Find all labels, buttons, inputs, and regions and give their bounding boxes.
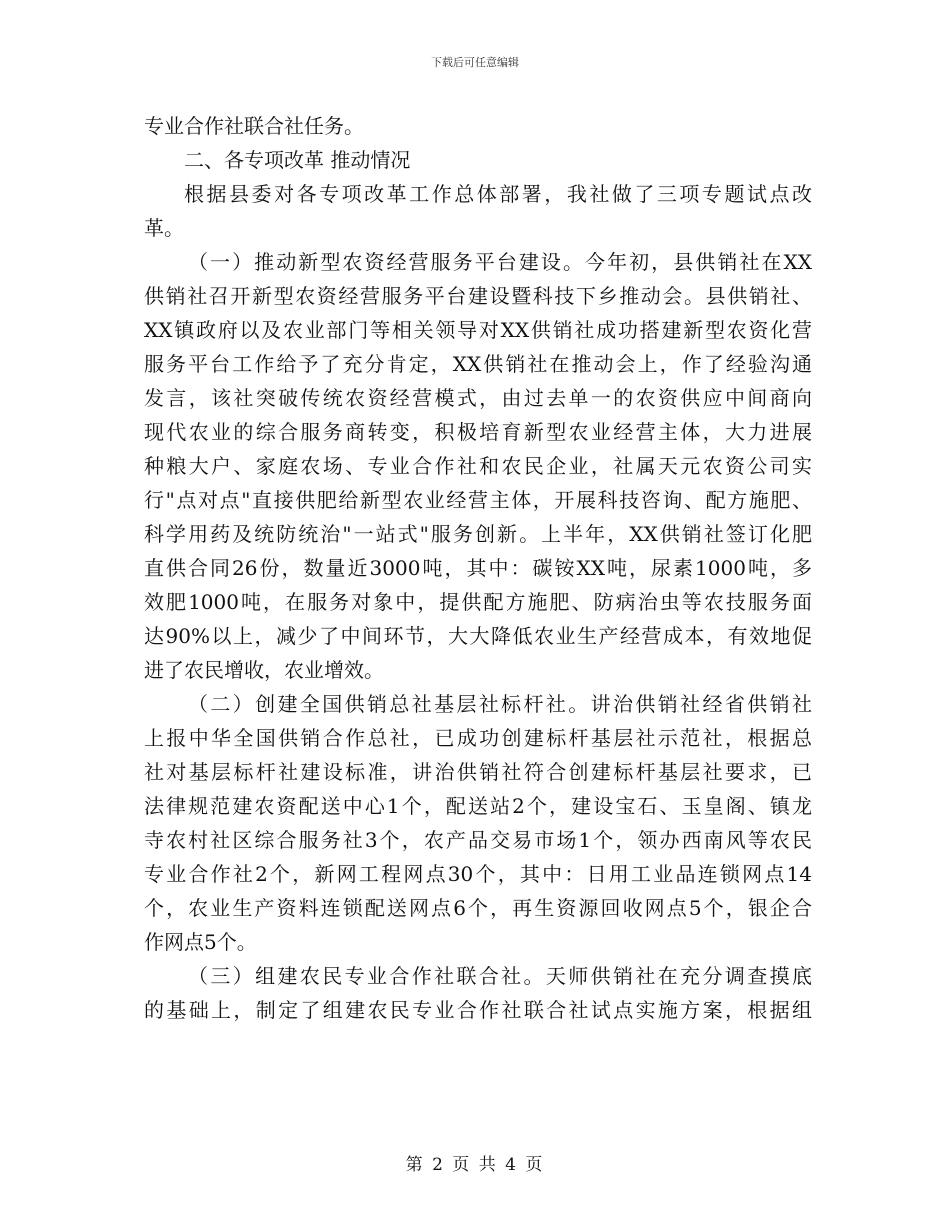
document-body: [144, 109, 812, 1027]
subsection-heading: （一）推动新型农资经营服务平台建设。今年初，县供销社在XX: [188, 250, 812, 274]
text-line: 效肥1000吨，在服务对象中，提供配方施肥、防病治虫等农技服务面: [144, 590, 812, 614]
subsection-heading: （二）创建全国供销总社基层社标杆社。讲治供销社经省供销社: [188, 692, 812, 716]
text-line: 供销社召开新型农资经营服务平台建设暨科技下乡推动会。县供销社、: [144, 284, 812, 308]
text-line: 寺农村社区综合服务社3个，农产品交易市场1个，领办西南风等农民: [144, 828, 812, 852]
subsection-heading: （三）组建农民专业合作社联合社。天师供销社在充分调查摸底: [188, 964, 812, 988]
text-line: 达90%以上，减少了中间环节，大大降低农业生产经营成本，有效地促: [144, 624, 812, 648]
text-line: 直供合同26份，数量近3000吨，其中：碳铵XX吨，尿素1000吨，多: [144, 556, 812, 580]
text-line: 法律规范建农资配送中心1个，配送站2个，建设宝石、玉皇阁、镇龙: [144, 794, 812, 818]
text-line: 根据县委对各专项改革工作总体部署，我社做了三项专题试点改: [184, 182, 812, 206]
text-line: 行"点对点"直接供肥给新型农业经营主体，开展科技咨询、配方施肥、: [144, 488, 812, 512]
text-line: 进了农民增收，农业增效。: [144, 658, 384, 682]
page-number: 第 2 页 共 4 页: [405, 1155, 545, 1175]
page-header: 下载后可任意编辑: [431, 56, 519, 69]
section-heading: 二、各专项改革 推动情况: [184, 148, 411, 172]
text-line: 服务平台工作给予了充分肯定，XX供销社在推动会上，作了经验沟通: [144, 352, 812, 376]
text-line: 个，农业生产资料连锁配送网点6个，再生资源回收网点5个，银企合: [144, 896, 812, 920]
text-line: 的基础上，制定了组建农民专业合作社联合社试点实施方案，根据组: [144, 998, 812, 1022]
text-line: 专业合作社联合社任务。: [144, 114, 364, 138]
text-line: 社对基层标杆社建设标准，讲治供销社符合创建标杆基层社要求，已: [144, 760, 812, 784]
text-line: 上报中华全国供销合作总社，已成功创建标杆基层社示范社，根据总: [144, 726, 812, 750]
text-line: 科学用药及统防统治"一站式"服务创新。上半年，XX供销社签订化肥: [144, 522, 812, 546]
text-line: 现代农业的综合服务商转变，积极培育新型农业经营主体，大力进展: [144, 420, 812, 444]
text-line: 革。: [144, 216, 184, 240]
text-line: 作网点5个。: [144, 930, 257, 954]
text-line: 种粮大户、家庭农场、专业合作社和农民企业，社属天元农资公司实: [144, 454, 812, 478]
text-line: 专业合作社2个，新网工程网点30个，其中：日用工业品连锁网点14: [144, 862, 812, 886]
text-line: XX镇政府以及农业部门等相关领导对XX供销社成功搭建新型农资化营: [144, 318, 812, 342]
text-line: 发言，该社突破传统农资经营模式，由过去单一的农资供应中间商向: [144, 386, 812, 410]
